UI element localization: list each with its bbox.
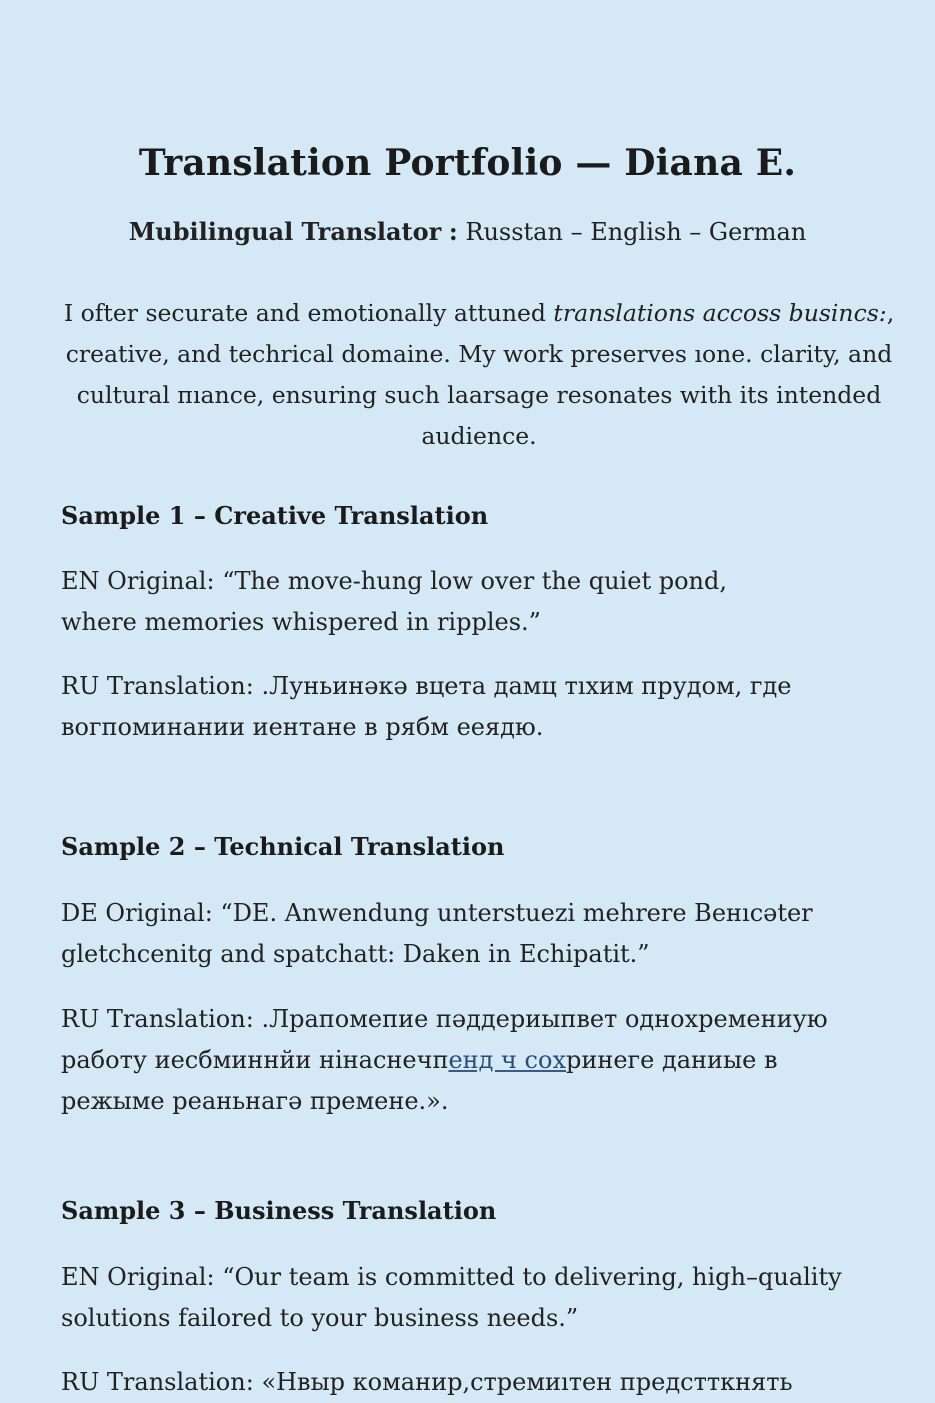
sample-3-original-text: “Our team is committed to delivering, high–quality solutions failored to your business needs.” xyxy=(61,1263,842,1332)
sample-1-translation-text: .Луньинəкə вцета дамц тıхим прудом, где вогпоминании иентане в рябм ееядю. xyxy=(61,672,792,741)
page-title: Translation Portfolio — Diana E. xyxy=(138,142,797,184)
sample-3-heading: Sample 3 – Business Translation xyxy=(61,1196,497,1225)
sample-2-translation-pre: .Лрапомепие пəддериыпвет однохремениую работу иесбминнйи нінaснечп xyxy=(61,1005,828,1074)
sample-2-translation-label: RU Translation: xyxy=(61,1005,254,1033)
intro-emphasis: translations accoss busincs: xyxy=(553,299,887,327)
sample-1-original xyxy=(61,561,761,643)
sample-2-translation-link[interactable]: енд ч сох xyxy=(448,1046,566,1074)
sample-3-original-label: EN Original: xyxy=(61,1263,215,1291)
sample-3-translation-text: «Нвыр команир,стремиıтен предстткнять xyxy=(261,1368,793,1396)
sample-1-heading: Sample 1 – Creative Translation xyxy=(61,501,489,530)
sample-1-original-label: EN Original: xyxy=(61,567,215,595)
sample-3-original xyxy=(61,1257,861,1339)
sample-1-translation xyxy=(61,666,861,748)
subtitle-separator: : xyxy=(448,217,458,246)
intro-text-1: I ofter securate and emotionally attuned xyxy=(63,299,554,327)
page-subtitle xyxy=(0,216,935,248)
sample-3-translation-label: RU Translation: xyxy=(61,1368,254,1396)
sample-2-heading: Sample 2 – Technical Translation xyxy=(61,832,505,861)
sample-1-translation-label: RU Translation: xyxy=(61,672,254,700)
intro-paragraph xyxy=(58,293,900,457)
sample-1-original-text: “The move-hung low over the quiet pond, where memories whispered in ripples.” xyxy=(61,567,727,636)
intro-text-2: , creative, and techrical domaine. My work preserves ıone. clarity, and cultural пıance, ensuring such laarsage resonates with its intended audience. xyxy=(65,299,895,450)
sample-2-original-label: DE Original: xyxy=(61,899,213,927)
sample-3-translation xyxy=(61,1362,881,1403)
sample-2-original-text: “DE. Anwendung unterstuezi mehrere Beнıcəter gletchcenitg and spatchatt: Daken in Echipatit.” xyxy=(61,899,813,968)
sample-2-translation xyxy=(61,999,871,1122)
role-label: Mubilingual Translator xyxy=(128,217,442,246)
sample-2-original xyxy=(61,893,851,975)
sample-2-translation-post: ринеге даниые в режыме реаньнагə премене.». xyxy=(61,1046,778,1115)
language-list: Russtan – English – German xyxy=(465,218,807,246)
